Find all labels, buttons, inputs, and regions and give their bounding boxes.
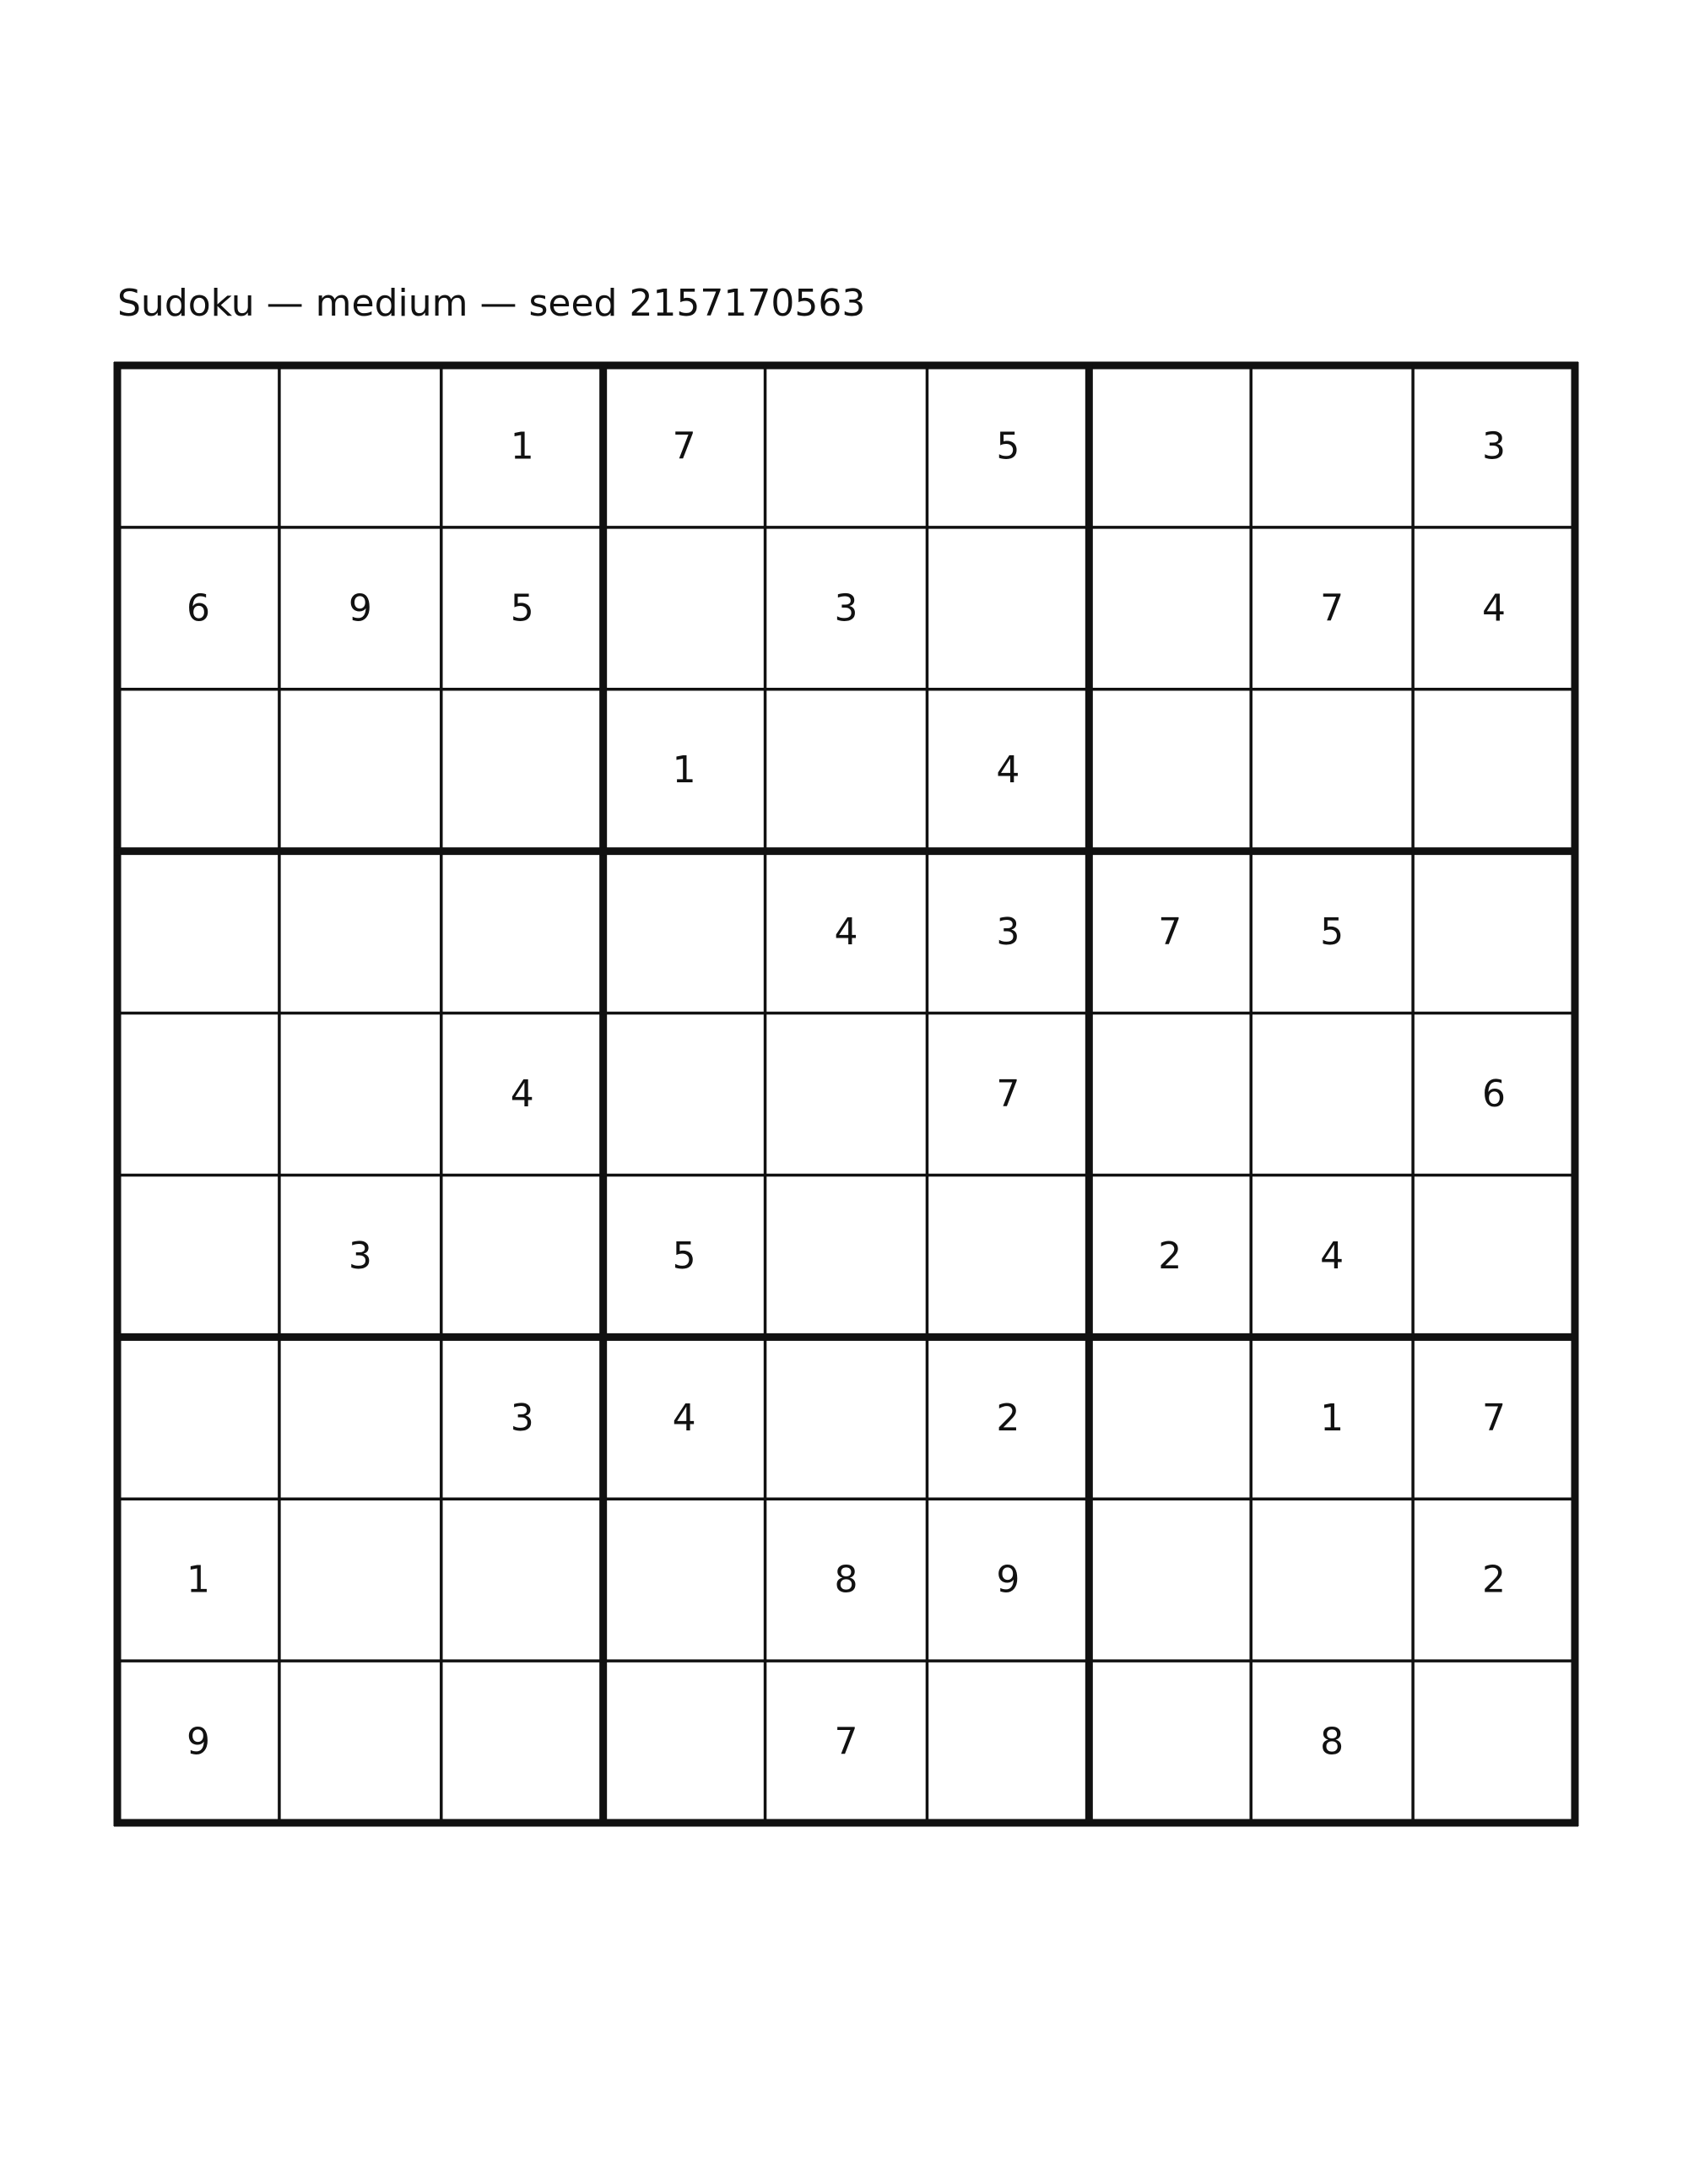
sudoku-cell-r4-c4[interactable]: [603, 851, 766, 1014]
sudoku-cell-r6-c5[interactable]: [766, 1175, 928, 1337]
sudoku-cell-r5-c7[interactable]: [1089, 1014, 1251, 1176]
given-digit: 4: [1482, 587, 1507, 630]
given-digit: 4: [672, 1396, 696, 1440]
sudoku-cell-r8-c2[interactable]: [279, 1499, 441, 1661]
sudoku-cell-r9-c9[interactable]: [1413, 1661, 1575, 1823]
given-digit: 6: [1482, 1073, 1507, 1116]
sudoku-cell-r9-c6[interactable]: [927, 1661, 1089, 1823]
given-digit: 3: [834, 587, 858, 630]
given-digit: 4: [510, 1073, 534, 1116]
given-digit: 1: [510, 424, 534, 468]
sudoku-cell-r8-c3[interactable]: [441, 1499, 603, 1661]
given-digit: 8: [834, 1558, 858, 1602]
sudoku-cell-r3-c5[interactable]: [766, 689, 928, 851]
given-digit: 7: [1320, 587, 1344, 630]
sudoku-cell-r2-c7[interactable]: [1089, 527, 1251, 689]
sudoku-cell-r9-c2[interactable]: [279, 1661, 441, 1823]
given-digit: 3: [1482, 424, 1507, 468]
given-digit: 9: [348, 587, 372, 630]
given-digit: 2: [996, 1396, 1020, 1440]
sudoku-cell-r6-c1[interactable]: [117, 1175, 279, 1337]
given-digit: 6: [186, 587, 210, 630]
given-digit: 7: [834, 1720, 858, 1764]
sudoku-cell-r7-c1[interactable]: [117, 1337, 279, 1499]
sudoku-cell-r7-c7[interactable]: [1089, 1337, 1251, 1499]
given-digit: 2: [1158, 1234, 1182, 1278]
sudoku-cell-r5-c4[interactable]: [603, 1014, 766, 1176]
given-digit: 5: [672, 1234, 696, 1278]
page-title: Sudoku — medium — seed 2157170563: [117, 282, 866, 325]
sudoku-cell-r2-c6[interactable]: [927, 527, 1089, 689]
sudoku-cell-r8-c7[interactable]: [1089, 1499, 1251, 1661]
sudoku-cell-r9-c4[interactable]: [603, 1661, 766, 1823]
sudoku-cell-r2-c4[interactable]: [603, 527, 766, 689]
sudoku-cell-r4-c9[interactable]: [1413, 851, 1575, 1014]
sudoku-cell-r1-c7[interactable]: [1089, 365, 1251, 527]
given-digit: 8: [1320, 1720, 1344, 1764]
sudoku-cell-r5-c2[interactable]: [279, 1014, 441, 1176]
sudoku-cell-r6-c3[interactable]: [441, 1175, 603, 1337]
sudoku-cell-r3-c1[interactable]: [117, 689, 279, 851]
sudoku-cell-r9-c7[interactable]: [1089, 1661, 1251, 1823]
sudoku-cell-r6-c9[interactable]: [1413, 1175, 1575, 1337]
sudoku-cell-r3-c2[interactable]: [279, 689, 441, 851]
sudoku-cell-r1-c2[interactable]: [279, 365, 441, 527]
given-digit: 7: [672, 424, 696, 468]
sudoku-cell-r5-c8[interactable]: [1251, 1014, 1413, 1176]
sudoku-cell-r4-c1[interactable]: [117, 851, 279, 1014]
sudoku-cell-r3-c3[interactable]: [441, 689, 603, 851]
given-digit: 2: [1482, 1558, 1507, 1602]
sudoku-cell-r3-c7[interactable]: [1089, 689, 1251, 851]
given-digit: 9: [186, 1720, 210, 1764]
sudoku-cell-r3-c9[interactable]: [1413, 689, 1575, 851]
given-digit: 7: [1158, 911, 1182, 954]
given-digit: 3: [996, 911, 1020, 954]
given-digit: 5: [510, 587, 534, 630]
given-digit: 4: [996, 749, 1020, 792]
given-digit: 5: [996, 424, 1020, 468]
sudoku-cell-r1-c5[interactable]: [766, 365, 928, 527]
sudoku-cell-r9-c3[interactable]: [441, 1661, 603, 1823]
sudoku-cell-r5-c1[interactable]: [117, 1014, 279, 1176]
sudoku-cell-r4-c2[interactable]: [279, 851, 441, 1014]
sudoku-cell-r4-c3[interactable]: [441, 851, 603, 1014]
given-digit: 5: [1320, 911, 1344, 954]
given-digit: 3: [510, 1396, 534, 1440]
sudoku-cell-r7-c2[interactable]: [279, 1337, 441, 1499]
sudoku-cell-r8-c4[interactable]: [603, 1499, 766, 1661]
sudoku-cell-r1-c1[interactable]: [117, 365, 279, 527]
given-digit: 1: [1320, 1396, 1344, 1440]
given-digit: 9: [996, 1558, 1020, 1602]
given-digit: 4: [834, 911, 858, 954]
given-digit: 7: [1482, 1396, 1507, 1440]
given-digit: 4: [1320, 1234, 1344, 1278]
sudoku-cell-r8-c8[interactable]: [1251, 1499, 1413, 1661]
given-digit: 3: [348, 1234, 372, 1278]
given-digit: 1: [672, 749, 696, 792]
sudoku-cell-r6-c6[interactable]: [927, 1175, 1089, 1337]
sudoku-cell-r5-c5[interactable]: [766, 1014, 928, 1176]
sudoku-cell-r7-c5[interactable]: [766, 1337, 928, 1499]
given-digit: 7: [996, 1073, 1020, 1116]
sudoku-cell-r3-c8[interactable]: [1251, 689, 1413, 851]
given-digit: 1: [186, 1558, 210, 1602]
sudoku-cell-r1-c8[interactable]: [1251, 365, 1413, 527]
